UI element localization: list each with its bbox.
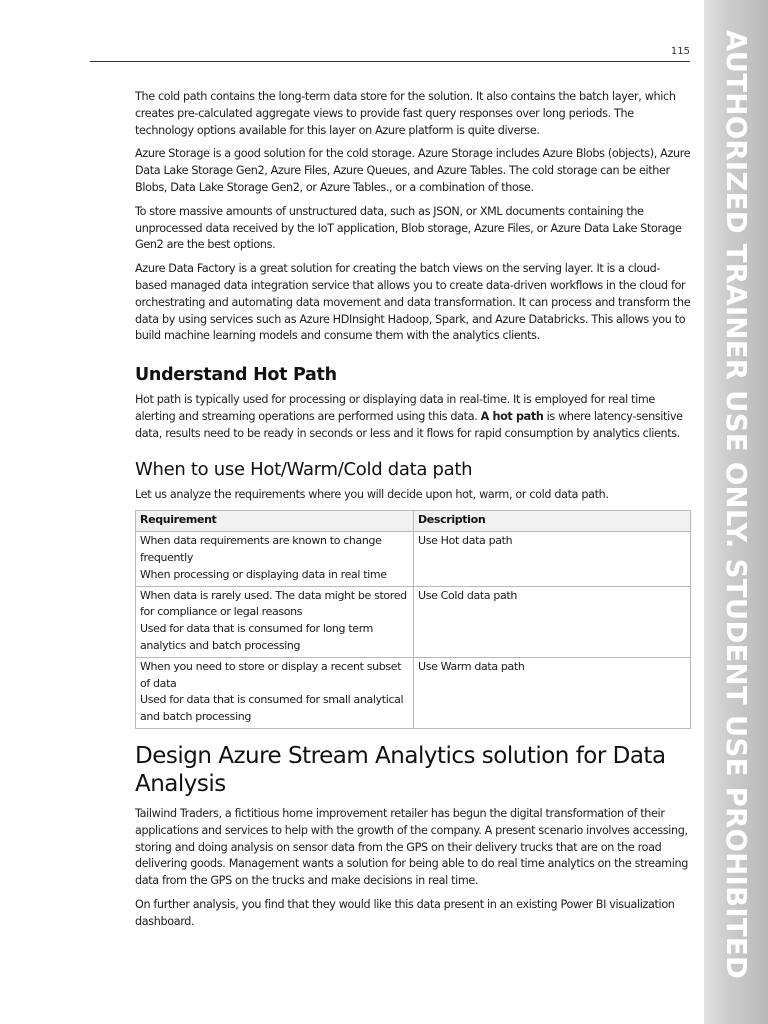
table-row bbox=[136, 657, 691, 728]
hot-path-text-after: is where latency-sensitive data, results need to be ready in seconds or less and it flows for rapid consumption by analytics clients. bbox=[135, 409, 683, 440]
paragraph-hot-path bbox=[135, 392, 691, 442]
table-header-description: Description bbox=[414, 511, 691, 532]
requirement-line: Used for data that is consumed for long term analytics and batch processing bbox=[140, 622, 374, 652]
paragraph-power-bi: On further analysis, you find that they would like this data present in an existing Power BI visualization dashboard. bbox=[135, 897, 675, 928]
paragraph-data-factory: Azure Data Factory is a great solution for creating the batch views on the serving layer. It is a cloud-based managed data integration service that allows you to create data-driven workflows in the cloud for orchestrating and automating data movement and data transformation. It can process and transform the data by using services such as Azure HDInsight Hadoop, Spark, and Azure Databricks. This allows you to build machine learning models and consume them with the analytics clients. bbox=[135, 262, 691, 343]
data-path-table bbox=[135, 510, 691, 729]
heading-when-to-use: When to use Hot/Warm/Cold data path bbox=[135, 458, 473, 480]
table-cell-requirement bbox=[136, 657, 414, 728]
header-rule bbox=[90, 61, 690, 62]
watermark-text: AUTHORIZED TRAINER USE ONLY. STUDENT USE PROHIBITED bbox=[720, 30, 752, 980]
watermark-band bbox=[704, 0, 768, 1024]
heading-design-section: Design Azure Stream Analytics solution for Data Analysis bbox=[135, 742, 666, 797]
table-row bbox=[136, 532, 691, 586]
requirement-line: When data requirements are known to change frequently bbox=[140, 534, 382, 564]
requirement-line: Used for data that is consumed for small analytical and batch processing bbox=[140, 693, 404, 724]
page-content bbox=[135, 89, 691, 937]
table-header-requirement: Requirement bbox=[136, 511, 414, 532]
paragraph-when-to-use-intro: Let us analyze the requirements where you will decide upon hot, warm, or cold data path. bbox=[135, 487, 609, 501]
paragraph-azure-storage: Azure Storage is a good solution for the cold storage. Azure Storage includes Azure Blobs (objects), Azure Data Lake Storage Gen2, Azure Files, Azure Queues, and Azure Tables. The cold storage can be either Blobs, Data Lake Storage Gen2, or Azure Tables., or a combination of those. bbox=[135, 147, 691, 194]
hot-path-bold-term: A hot path bbox=[480, 409, 544, 423]
table-cell-description: Use Warm data path bbox=[414, 657, 691, 728]
hot-path-text-before: Hot path is typically used for processing or displaying data in real-time. It is employed for real time alerting and streaming operations are performed using this data. bbox=[135, 393, 655, 423]
table-cell-requirement bbox=[136, 586, 414, 657]
requirement-line: When processing or displaying data in real time bbox=[140, 567, 387, 581]
table-row bbox=[136, 586, 691, 657]
requirement-line: When you need to store or display a recent subset of data bbox=[140, 659, 402, 690]
paragraph-tailwind-traders: Tailwind Traders, a fictitious home improvement retailer has begun the digital transformation of their applications and services to help with the growth of the company. A present scenario involves accessing, storing and doing analysis on sensor data from the GPS on their delivery trucks that are on the road delivering goods. Management wants a solution for being able to do real time analytics on the streaming data from the GPS on the trucks and make decisions in real time. bbox=[135, 806, 688, 888]
table-header-row bbox=[136, 511, 691, 532]
page-number: 115 bbox=[670, 46, 690, 57]
paragraph-unstructured-data: To store massive amounts of unstructured data, such as JSON, or XML documents containing the unprocessed data received by the IoT application, Blob storage, Azure Files, or Azure Data Lake Storage Gen2 are the best options. bbox=[135, 204, 682, 252]
requirement-line: When data is rarely used. The data might be stored for compliance or legal reasons bbox=[140, 588, 407, 619]
table-cell-requirement bbox=[136, 532, 414, 586]
table-cell-description: Use Hot data path bbox=[414, 532, 691, 586]
paragraph-cold-path: The cold path contains the long-term data store for the solution. It also contains the batch layer, which creates pre-calculated aggregate views to provide fast query responses over long periods. The technology options available for this layer on Azure platform is quite diverse. bbox=[135, 90, 676, 137]
table-cell-description: Use Cold data path bbox=[414, 586, 691, 657]
heading-hot-path: Understand Hot Path bbox=[135, 365, 337, 386]
